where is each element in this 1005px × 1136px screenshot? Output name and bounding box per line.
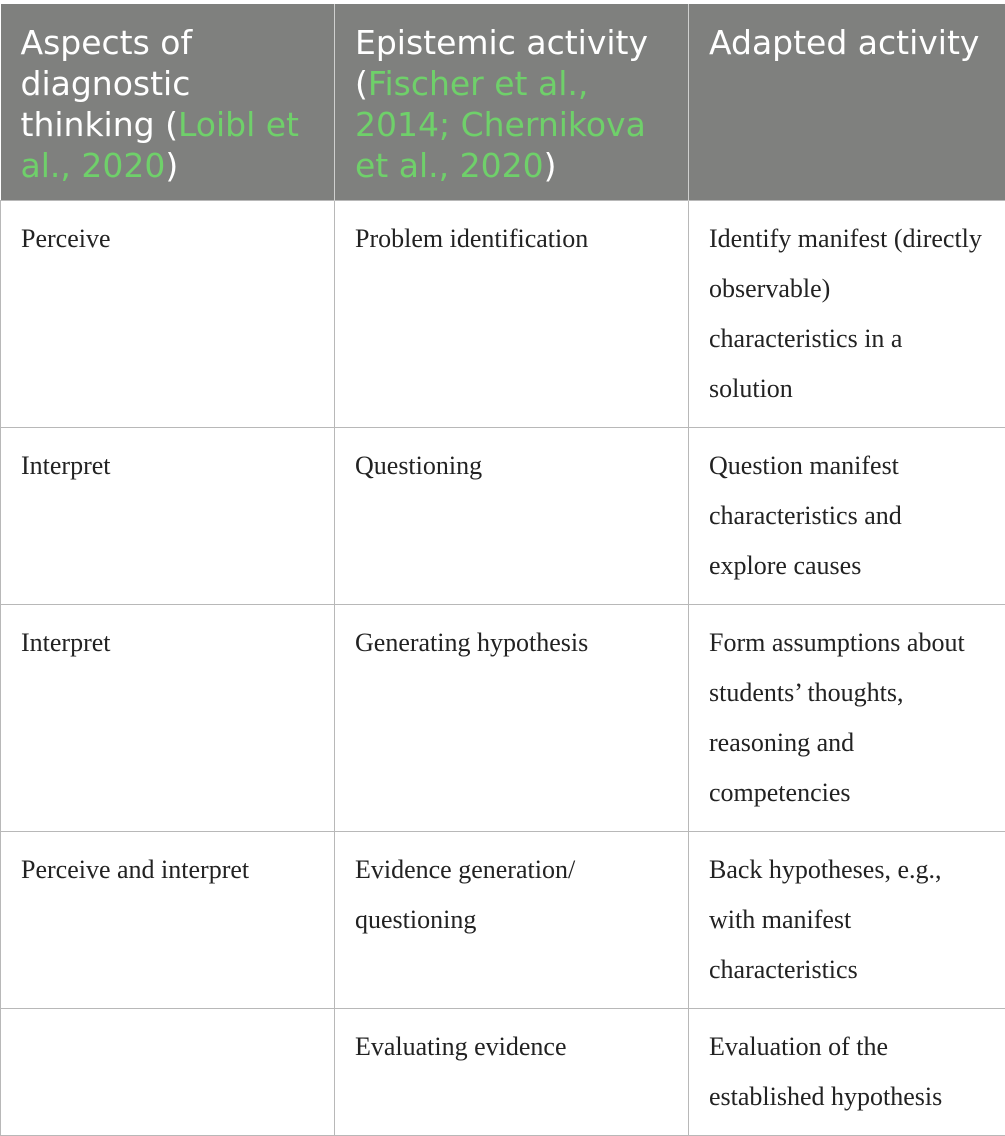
cell-aspect: Perceive and interpret xyxy=(1,832,335,1009)
cell-adapted: Identify manifest (directly observable) characteristics in a solution xyxy=(689,201,1005,428)
header-adapted-label: Adapted activity xyxy=(709,23,979,62)
cell-adapted: Evaluation of the established hypothesis xyxy=(689,1009,1005,1136)
header-aspects-close: ) xyxy=(165,146,178,185)
header-aspects-citation: Loibl et al., 2020 xyxy=(21,105,299,185)
cell-aspect: Perceive xyxy=(1,201,335,428)
table-row xyxy=(1,428,1005,605)
header-adapted xyxy=(689,4,1005,201)
cell-aspect: Interpret xyxy=(1,428,335,605)
cell-epistemic: Evidence generation/ questioning xyxy=(335,832,689,1009)
cell-adapted: Back hypotheses, e.g., with manifest characteristics xyxy=(689,832,1005,1009)
header-aspects xyxy=(1,4,335,201)
cell-adapted: Question manifest characteristics and explore causes xyxy=(689,428,1005,605)
cell-epistemic: Questioning xyxy=(335,428,689,605)
diagnostic-activities-table xyxy=(0,4,1005,1136)
table-row xyxy=(1,1009,1005,1136)
header-epistemic-close: ) xyxy=(544,146,557,185)
header-epistemic-label: Epistemic activity ( xyxy=(355,23,648,103)
table-body xyxy=(1,201,1005,1136)
header-row xyxy=(1,4,1005,201)
cell-adapted: Form assumptions about students’ thoughts, reasoning and competencies xyxy=(689,605,1005,832)
cell-aspect: Interpret xyxy=(1,605,335,832)
header-epistemic-citation: Fischer et al., 2014; Chernikova et al., 2020 xyxy=(355,64,646,185)
cell-epistemic: Evaluating evidence xyxy=(335,1009,689,1136)
header-aspects-label: Aspects of diagnostic thinking ( xyxy=(21,23,193,144)
cell-epistemic: Generating hypothesis xyxy=(335,605,689,832)
cell-aspect xyxy=(1,1009,335,1136)
table-row xyxy=(1,832,1005,1009)
cell-epistemic: Problem identification xyxy=(335,201,689,428)
header-epistemic xyxy=(335,4,689,201)
table-row xyxy=(1,201,1005,428)
table-header xyxy=(1,4,1005,201)
table-row xyxy=(1,605,1005,832)
